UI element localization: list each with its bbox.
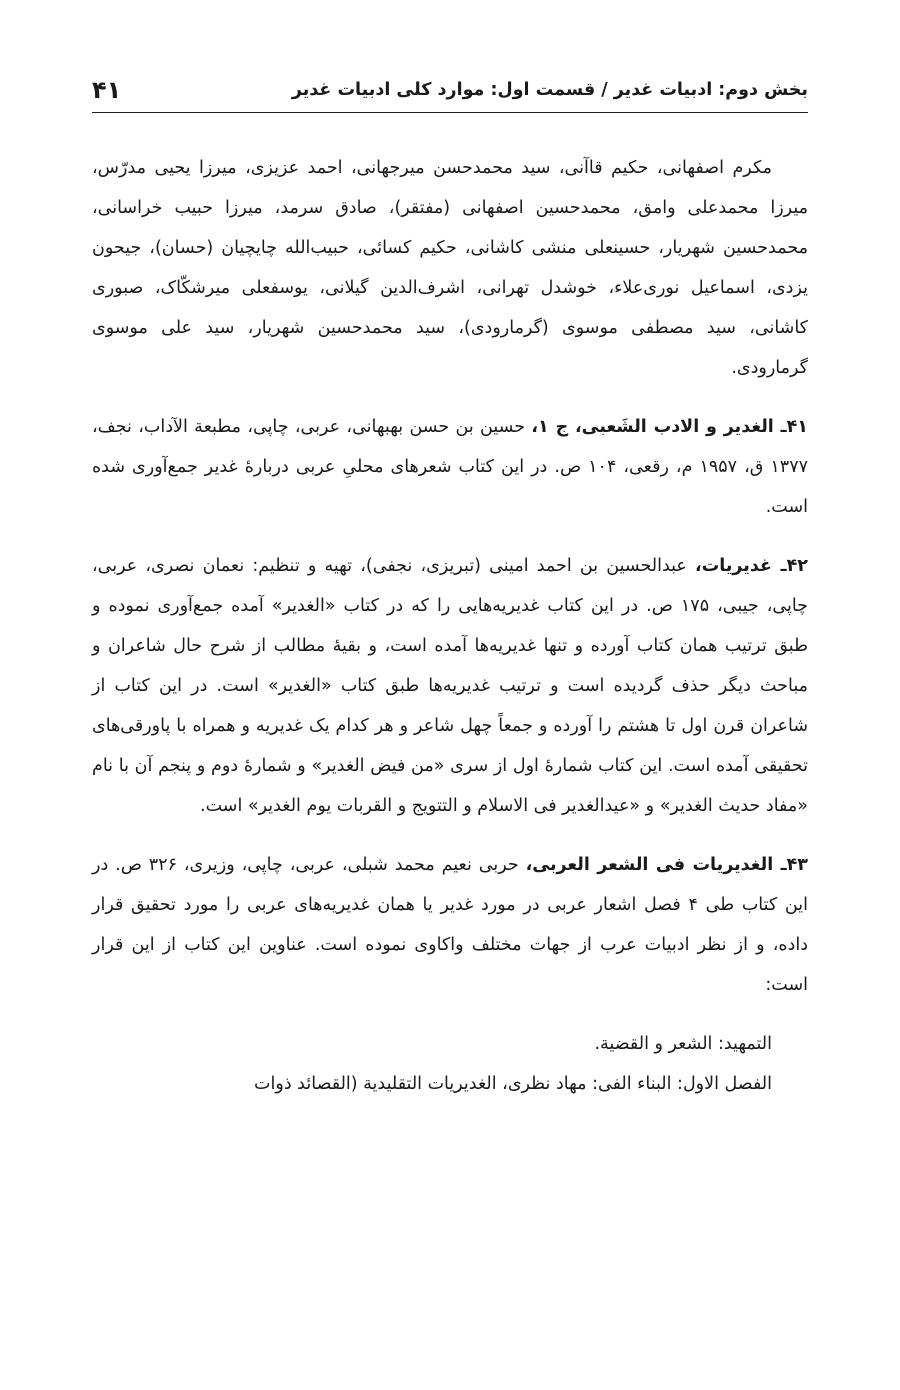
entry-text: عبدالحسین بن احمد امینی (تبریزی، نجفی)، تهیه و تنظیم: نعمان نصری، عربی، چاپی، جیبی، ۱۷۵ ص. در این کتاب غدیریه‌هایی را که در کتاب «الغدیر» آمده جمع‌آوری نموده و طبق ترتیب همان کتاب آورده و تنها غدیریه‌ها آمده است، و بقیهٔ مطالب از شرح حال شاعران و مباحث دیگر حذف گردیده است و ترتیب غدیریه‌ها طبق کتاب «الغدیر» است. در این کتاب از شاعران قرن اول تا هشتم را آورده و جمعاً چهل شاعر و هر کدام یک غدیریه و همراه با پاورقی‌های تحقیقی آمده است. این کتاب شمارهٔ اول از سری «من فیض الغدیر» و شمارهٔ دوم و پنجم آن با نام «مفاد حدیث الغدیر» و «عیدالغدیر فی الاسلام و التتویج و القربات یوم الغدیر» است. bbox=[92, 556, 808, 816]
entry-title: ۴۱ـ الغدیر و الادب الشَعبی، ج ۱، bbox=[531, 417, 808, 437]
entry-title: ۴۳ـ الغدیریات فی الشعر العربی، bbox=[525, 855, 808, 875]
entry-text: حسین بن حسن بهبهانی، عربی، چاپی، مطبعة الآداب، نجف، ۱۳۷۷ ق، ۱۹۵۷ م، رقعی، ۱۰۴ ص. در این کتاب شعرهای محلیِ عربی دربارهٔ غدیر جمع‌آوری شده است. bbox=[92, 417, 808, 517]
toc-line: الفصل الاول: البناء الفی: مهاد نظری، الغدیریات التقلیدیة (القصائد ذوات bbox=[254, 1074, 772, 1094]
continuation-paragraph: مکرم اصفهانی، حکیم قاآنی، سید محمدحسن میرجهانی، احمد عزیزی، میرزا یحیی مدرّس، میرزا محمدعلی وامق، محمدحسین اصفهانی (مفتقر)، صادق سرمد، میرزا حبیب خراسانی، محمدحسین شهریار، حسینعلی منشی کاشانی، حکیم کسائی، حبیب‌الله چایچیان (حسان)، جیحون یزدی، اسماعیل نوری‌علاء، خوشدل تهرانی، اشرف‌الدین گیلانی، یوسفعلی میرشکّاک، صبوری کاشانی، سید مصطفی موسوی (گرمارودی)، سید محمدحسین شهریار، سید علی موسوی گرمارودی. bbox=[92, 158, 808, 378]
entry-title: ۴۲ـ غدیریات، bbox=[695, 556, 808, 576]
toc-line: التمهید: الشعر و القضیة. bbox=[594, 1034, 772, 1054]
bibliography-entry-41 bbox=[92, 407, 808, 527]
bibliography-entry-42 bbox=[92, 546, 808, 826]
entry-text: حربی نعیم محمد شبلی، عربی، چاپی، وزیری، ۳۲۶ ص. در این کتاب طی ۴ فصل اشعار عربی در مورد غدیر یا همان غدیریه‌های عربی را مورد تحقیق قرار داده، و از نظر ادبیات عرب از جهات مختلف واکاوی نموده است. عناوین این کتاب از این قرار است: bbox=[92, 855, 808, 995]
page-number: ۴۱ bbox=[92, 76, 122, 104]
running-head: بخش دوم: ادبیات غدیر / قسمت اول: موارد کلی ادبیات غدیر bbox=[291, 80, 808, 100]
page-header bbox=[92, 68, 808, 113]
page-body bbox=[92, 148, 808, 1104]
bibliography-entry-43 bbox=[92, 845, 808, 1005]
